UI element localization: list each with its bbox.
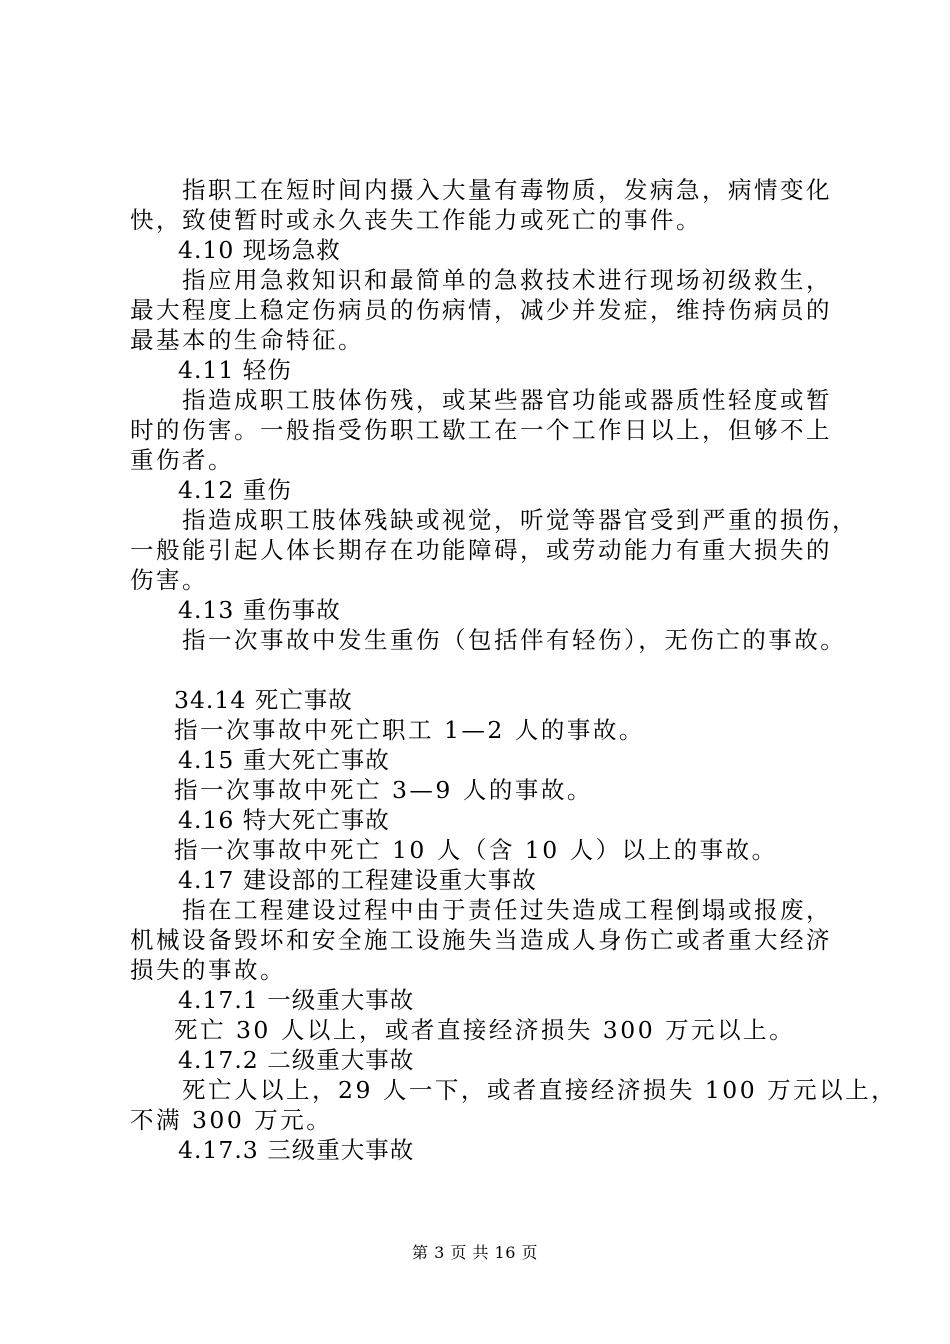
section-heading: 4.17.3 三级重大事故: [178, 1136, 415, 1164]
paragraph-line: 指造成职工肢体残缺或视觉，听觉等器官受到严重的损伤，: [182, 506, 858, 534]
paragraph-line: 死亡人以上，29 人一下，或者直接经济损失 100 万元以上，: [182, 1076, 898, 1104]
document-body: [130, 175, 898, 1165]
section-heading: 4.15 重大死亡事故: [178, 746, 390, 774]
paragraph-line: 快，致使暂时或永久丧失工作能力或死亡的事件。: [130, 206, 702, 234]
section-heading: 4.10 现场急救: [178, 236, 341, 264]
section-heading: 4.12 重伤: [178, 476, 292, 504]
paragraph-line: 不满 300 万元。: [130, 1106, 333, 1134]
paragraph-line: 指一次事故中死亡职工 1—2 人的事故。: [174, 716, 645, 744]
page-footer: 第 3 页 共 16 页: [412, 1243, 538, 1262]
paragraph-line: 指一次事故中发生重伤（包括伴有轻伤），无伤亡的事故。: [182, 626, 847, 654]
paragraph-line: 时的伤害。一般指受伤职工歇工在一个工作日以上，但够不上: [130, 416, 832, 444]
section-heading: 4.16 特大死亡事故: [178, 806, 390, 834]
section-heading: 4.17.2 二级重大事故: [178, 1046, 415, 1074]
paragraph-line: 损失的事故。: [130, 956, 286, 984]
paragraph-line: 指在工程建设过程中由于责任过失造成工程倒塌或报废，: [182, 896, 832, 924]
section-heading: 4.13 重伤事故: [178, 596, 341, 624]
paragraph-line: 死亡 30 人以上，或者直接经济损失 300 万元以上。: [174, 1016, 796, 1044]
paragraph-line: 伤害。: [130, 566, 208, 594]
blank-line: [130, 655, 850, 685]
section-heading: 4.17.1 一级重大事故: [178, 986, 415, 1014]
paragraph-line: 指职工在短时间内摄入大量有毒物质，发病急，病情变化: [182, 176, 832, 204]
paragraph-line: 一般能引起人体长期存在功能障碍，或劳动能力有重大损失的: [130, 536, 832, 564]
paragraph-line: 机械设备毁坏和安全施工设施失当造成人身伤亡或者重大经济: [130, 926, 832, 954]
section-heading: 4.17 建设部的工程建设重大事故: [178, 866, 537, 894]
paragraph-line: 指应用急救知识和最简单的急救技术进行现场初级救生，: [182, 266, 832, 294]
paragraph-line: 最大程度上稳定伤病员的伤病情，减少并发症，维持伤病员的: [130, 296, 832, 324]
paragraph-line: 指一次事故中死亡 3—9 人的事故。: [174, 776, 593, 804]
paragraph-line: 重伤者。: [130, 446, 234, 474]
paragraph-line: 指一次事故中死亡 10 人（含 10 人）以上的事故。: [174, 836, 778, 864]
section-heading: 34.14 死亡事故: [174, 686, 353, 714]
paragraph-line: 指造成职工肢体伤残，或某些器官功能或器质性轻度或暂: [182, 386, 832, 414]
section-heading: 4.11 轻伤: [178, 356, 292, 384]
paragraph-line: 最基本的生命特征。: [130, 326, 364, 354]
